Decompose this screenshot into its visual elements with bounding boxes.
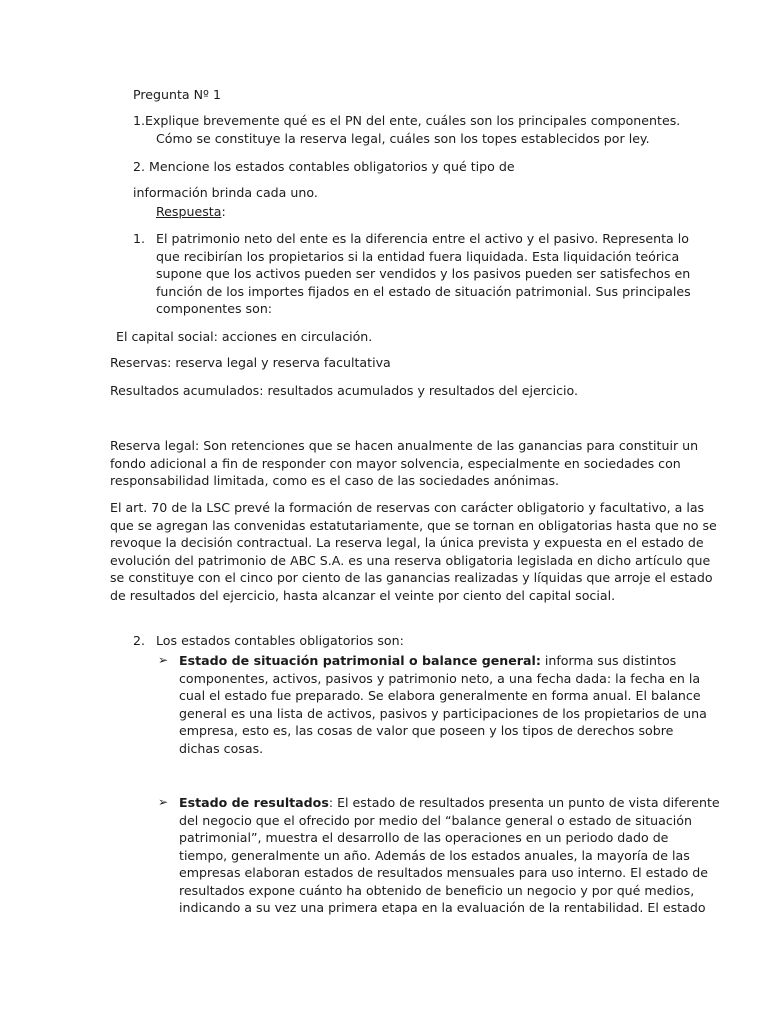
answer-heading xyxy=(156,203,226,221)
text-line: El patrimonio neto del ente es la diferencia entre el activo y el pasivo. Representa lo xyxy=(156,231,689,246)
question-1-line-2: Cómo se constituye la reserva legal, cuáles son los topes establecidos por ley. xyxy=(156,131,650,146)
text-line: resultados expone cuánto ha obtenido de beneficio un negocio y por qué medios, xyxy=(179,882,695,898)
text-line: tiempo, generalmente un año. Además de los estados anuales, la mayoría de las xyxy=(179,847,690,863)
question-2-line-2: información brinda cada uno. xyxy=(133,185,318,200)
text-line: componentes, activos, pasivos y patrimonio neto, a una fecha dada: la fecha en la xyxy=(179,670,701,686)
answer-2-number: 2. xyxy=(133,633,146,648)
reserva-legal-paragraph xyxy=(110,437,698,490)
esp-title: Estado de situación patrimonial o balance general: xyxy=(179,653,541,668)
text-line: fondo adicional a fin de responder con mayor solvencia, especialmente en sociedades con xyxy=(110,455,681,471)
text-line: cual el estado fue preparado. Se elabora generalmente en forma anual. El balance xyxy=(179,688,701,703)
esp-item xyxy=(179,652,707,757)
text-line: se constituye con el cinco por ciento de las ganancias realizadas y líquidas que arroje el estado xyxy=(110,570,713,585)
text-line: general es una lista de activos, pasivos y participaciones de los propietarios de una xyxy=(179,705,707,721)
text-line: supone que los activos pueden ser vendidos y los pasivos pueden ser satisfechos en xyxy=(156,266,691,281)
text-line: El art. 70 de la LSC prevé la formación de reservas con carácter obligatorio y facultativo, a las xyxy=(110,500,705,515)
answer-1-paragraph xyxy=(156,230,691,318)
answer-label: Respuesta xyxy=(156,204,222,219)
answer-1-number: 1. xyxy=(133,231,146,246)
arrow-bullet-icon: ➢ xyxy=(158,795,169,809)
text-line: del negocio que el ofrecido por medio del “balance general o estado de situación xyxy=(179,812,692,828)
text-line: empresa, esto es, las cosas de valor que poseen y los tipos de derechos sobre xyxy=(179,723,674,738)
art-70-paragraph xyxy=(110,499,717,604)
text-line: responsabilidad limitada, como es el caso de las sociedades anónimas. xyxy=(110,473,560,488)
answer-colon: : xyxy=(221,204,226,219)
text-line xyxy=(179,652,707,670)
text-line: de resultados del ejercicio, hasta alcanzar el veinte por ciento del capital social. xyxy=(110,587,616,603)
question-1-line-1: 1.Explique brevemente qué es el PN del ente, cuáles son los principales componentes. xyxy=(133,113,681,128)
er-first-rest: : El estado de resultados presenta un punto de vista diferente xyxy=(328,795,720,810)
text-line: dichas cosas. xyxy=(179,740,264,756)
reservas-line: Reservas: reserva legal y reserva facultativa xyxy=(110,355,391,370)
text-line: que se agregan las convenidas estatutariamente, que se tornan en obligatorias hasta que no se xyxy=(110,517,717,533)
esp-first-rest: informa sus distintos xyxy=(540,653,677,668)
text-line xyxy=(179,794,720,812)
text-line: evolución del patrimonio de ABC S.A. es una reserva obligatoria legislada en dicho artículo que xyxy=(110,552,711,568)
capital-social-line: El capital social: acciones en circulación. xyxy=(116,329,373,344)
text-line: empresas elaboran estados de resultados mensuales para uso interno. El estado de xyxy=(179,865,709,880)
text-line: función de los importes fijados en el estado de situación patrimonial. Sus principales xyxy=(156,283,691,299)
resultados-line: Resultados acumulados: resultados acumulados y resultados del ejercicio. xyxy=(110,383,578,398)
text-line: componentes son: xyxy=(156,301,273,316)
question-2-line-1: 2. Mencione los estados contables obligatorios y qué tipo de xyxy=(133,159,515,174)
er-title: Estado de resultados xyxy=(179,795,329,810)
text-line: que recibirían los propietarios si la entidad fuera liquidada. Esta liquidación teórica xyxy=(156,248,680,264)
text-line: Reserva legal: Son retenciones que se hacen anualmente de las ganancias para constituir un xyxy=(110,438,699,453)
answer-2-intro: Los estados contables obligatorios son: xyxy=(156,633,404,648)
er-item xyxy=(179,794,720,917)
text-line: revoque la decisión contractual. La reserva legal, la única prevista y expuesta en el estado de xyxy=(110,535,704,550)
question-title: Pregunta Nº 1 xyxy=(133,87,222,102)
text-line: patrimonial”, muestra el desarrollo de las operaciones en un periodo dado de xyxy=(179,830,669,845)
text-line: indicando a su vez una primera etapa en la evaluación de la rentabilidad. El estado xyxy=(179,900,706,915)
arrow-bullet-icon: ➢ xyxy=(158,653,169,667)
